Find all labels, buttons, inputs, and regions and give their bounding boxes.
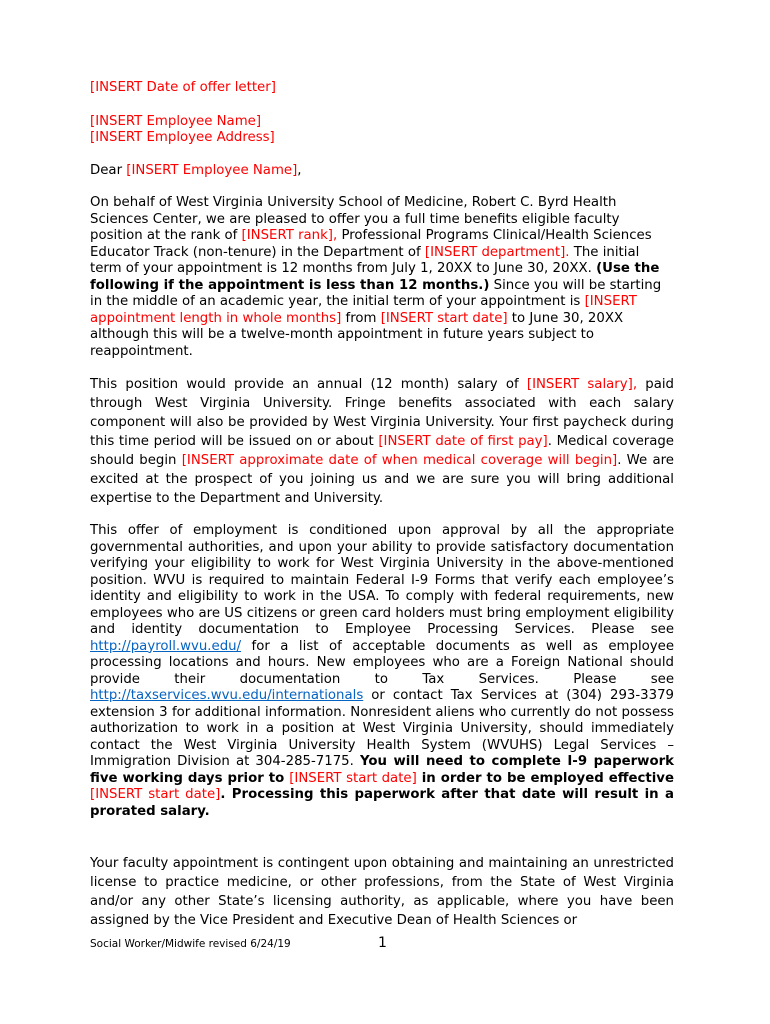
letter-body — [90, 80, 674, 930]
taxservices-link[interactable]: http://taxservices.wvu.edu/internationals — [90, 688, 364, 703]
salutation-comma: , — [297, 162, 302, 178]
conditions-text-1: This offer of employment is conditioned upon approval by all the appropriate governmental authorities, and upon your ability to provide satisfactory documentation verifying your eligibility to work for West Virginia University in the above-mentioned position. WVU is required to maintain Federal I-9 Forms that verify each employee’s identity and eligibility to work in the USA. To comply with federal requirements, new employees who are US citizens or green card holders must bring employment eligibility and identity documentation to Employee Processing Services. Please see — [90, 523, 674, 637]
appointment-text-5: from — [341, 310, 381, 326]
appointment-text-6: to June 30, 20XX although this will be a twelve-month appointment in future years subject to reappointment. — [90, 310, 624, 359]
page-number: 1 — [378, 935, 387, 951]
salutation-dear: Dear — [90, 162, 127, 178]
page-footer — [90, 936, 674, 956]
start-date-placeholder: [INSERT start date] — [380, 310, 508, 326]
rank-placeholder: [INSERT rank], — [241, 228, 338, 243]
employee-name-placeholder: [INSERT Employee Name] — [90, 113, 262, 129]
i9-bold-text-3: . Processing this paperwork after that date will result in a prorated salary. — [90, 787, 674, 819]
i9-bold-text-2: in order to be employed effective — [416, 770, 674, 786]
appointment-text-1: On behalf of West Virginia University School of Medicine, Robert C. Byrd Health Sciences Center, we are pleased to offer you a full time benefits eligible faculty position at the rank of — [90, 195, 620, 243]
salutation-name-placeholder: [INSERT Employee Name] — [126, 162, 298, 178]
offer-date-placeholder: [INSERT Date of offer letter] — [90, 80, 276, 95]
salary-text-3: . Medical coverage should begin — [90, 434, 674, 468]
salary-text-4: . We are excited at the prospect of you joining us and we are sure you will bring additional expertise to the Department and University. — [90, 453, 674, 506]
appointment-bold-note: (Use the following if the appointment is less than 12 months.) — [90, 261, 660, 293]
appointment-text-4: Since you will be starting in the middle of an academic year, the initial term of your appointment is — [90, 277, 662, 309]
i9-bold-text-1: You will need to complete I-9 paperwork five working days prior to — [90, 754, 675, 786]
department-placeholder: [INSERT department]. — [424, 244, 570, 260]
medical-coverage-placeholder: [INSERT approximate date of when medical coverage will begin] — [181, 453, 618, 468]
employee-address-placeholder: [INSERT Employee Address] — [90, 130, 275, 145]
salutation — [90, 163, 674, 180]
license-paragraph: Your faculty appointment is contingent upon obtaining and maintaining an unrestricted license to practice medicine, or other professions, from the State of West Virginia and/or any other State’s licensing authority, as applicable, where you have been assigned by the Vice President and Executive Dean of Health Sciences or — [90, 856, 674, 928]
payroll-link[interactable]: http://payroll.wvu.edu/ — [90, 638, 242, 654]
revision-note: Social Worker/Midwife revised 6/24/19 — [90, 938, 291, 950]
appointment-length-placeholder: [INSERT appointment length in whole months] — [90, 294, 637, 326]
first-pay-placeholder: [INSERT date of first pay] — [378, 434, 548, 449]
appointment-text-2: Professional Programs Clinical/Health Sciences Educator Track (non-tenure) in the Department of — [90, 228, 652, 260]
appointment-paragraph — [90, 195, 674, 360]
conditions-text-2: for a list of acceptable documents as well as employee processing locations and hours. New employees who are a Foreign National should provide their documentation to Tax Services. Please see — [90, 638, 674, 687]
salary-placeholder: [INSERT salary], — [526, 377, 638, 392]
effective-start-date-placeholder: [INSERT start date] — [90, 787, 221, 802]
i9-start-date-placeholder: [INSERT start date] — [289, 770, 417, 786]
conditions-text-3: or contact Tax Services at (304) 293-3379 extension 3 for additional information. Nonresident aliens who currently do not possess authorization to work in a position at West Virginia University, should immediately contact the West Virginia University Health System (WVUHS) Legal Services – Immigration Division at 304-285-7175. — [90, 688, 674, 769]
appointment-text-3: The initial term of your appointment is 12 months from July 1, 20XX to June 30, 20XX. — [90, 244, 640, 276]
salary-paragraph — [90, 375, 674, 508]
salary-text-1: This position would provide an annual (12 month) salary of — [90, 377, 527, 392]
salary-text-2: paid through West Virginia University. Fringe benefits associated with each salary component will also be provided by West Virginia University. Your first paycheck during this time period will be issued on or about — [90, 377, 675, 449]
employment-conditions-paragraph — [90, 523, 674, 820]
